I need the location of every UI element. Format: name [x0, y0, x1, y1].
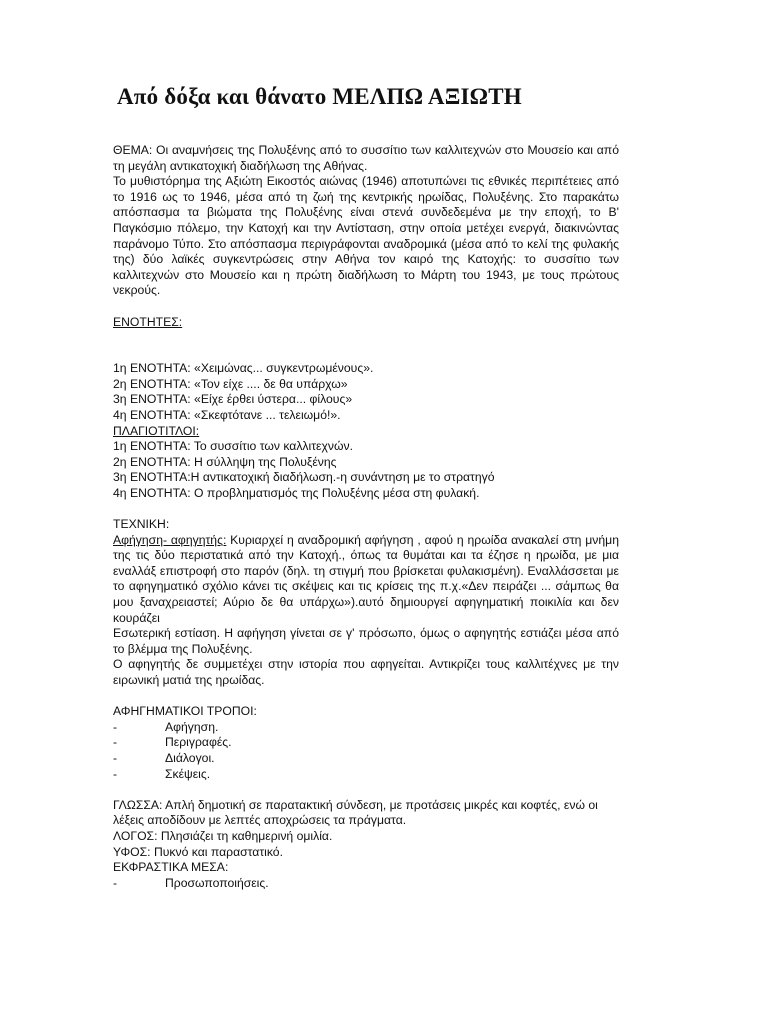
ekfrastika-heading: ΕΚΦΡΑΣΤΙΚΑ ΜΕΣΑ:: [113, 860, 229, 875]
plagiotitlos-line: 4η ΕΝΟΤΗΤΑ: Ο προβληματισμός της Πολυξένης μέσα στη φυλακή.: [113, 485, 480, 500]
enotita-line: 4η ΕΝΟΤΗΤΑ: «Σκεφτότανε ... τελειωμό!».: [113, 407, 341, 422]
document-body: [113, 143, 619, 891]
yfos-line: ΥΦΟΣ: Πυκνό και παραστατικό.: [113, 844, 283, 859]
list-item-text: Αφήγηση.: [165, 719, 219, 734]
enotita-line: 3η ΕΝΟΤΗΤΑ: «Είχε έρθει ύστερα... φίλους»: [113, 392, 353, 407]
list-item-text: Περιγραφές.: [165, 735, 232, 750]
list-item: [113, 767, 619, 783]
intro-paragraph: Το μυθιστόρημα της Αξιώτη Εικοστός αιώνας (1946) αποτυπώνει τις εθνικές περιπέτειες από το 1916 ως το 1946, μέσα από τη ζωή της κεντρικής ηρωίδας, Πολυξένης. Στο παρακάτω απόσπασμα τα βιώματα της Πολυξένης είναι στενά συνδεδεμένα με την εποχή, το Β' Παγκόσμιο πόλεμο, την Κατοχή και την Αντίσταση, στην οποία μετέχει ενεργά, διακινώντας παράνομο Τύπο. Στο απόσπασμα περιγράφονται αναδρομικά (μέσα από το κελί της φυλακής της) δύο λαϊκές συγκεντρώσεις στην Αθήνα τον καιρό της Κατοχής: το συσσίτιο των καλλιτεχνών στο Μουσείο και η πρώτη διαδήλωση το Μάρτη του 1943, με τους πρώτους νεκρούς.: [113, 174, 619, 298]
list-item-text: Διάλογοι.: [165, 750, 215, 765]
enotita-line: 1η ΕΝΟΤΗΤΑ: «Χειμώνας... συγκεντρωμένους».: [113, 361, 374, 376]
estiasi-paragraph: Εσωτερική εστίαση. Η αφήγηση γίνεται σε γ' πρόσωπο, όμως ο αφηγητής εστιάζει μέσα από το βλέμμα της Πολυξένης.: [113, 626, 619, 656]
list-item-text: Σκέψεις.: [165, 766, 211, 781]
enotita-line: 2η ΕΝΟΤΗΤΑ: «Τον είχε .... δε θα υπάρχω»: [113, 376, 348, 391]
bullet-marker: -: [113, 719, 118, 734]
afigisi-label: Αφήγηση- αφηγητής:: [113, 532, 227, 547]
afigisi-paragraph: [113, 533, 619, 627]
plagiotitloi-heading: ΠΛΑΓΙΟΤΙΤΛΟΙ:: [113, 423, 200, 438]
logos-line: ΛΟΓΟΣ: Πλησιάζει τη καθημερινή ομιλία.: [113, 828, 333, 843]
glossa-paragraph: ΓΛΩΣΣΑ: Απλή δημοτική σε παρατακτική σύνδεση, με προτάσεις μικρές και κοφτές, ενώ οι λέξεις αποδίδουν με λεπτές αποχρώσεις τα πράγματα.: [113, 797, 598, 828]
tropoi-heading: ΑΦΗΓΗΜΑΤΙΚΟΙ ΤΡΟΠΟΙ:: [113, 704, 257, 719]
bullet-marker: -: [113, 875, 118, 890]
bullet-marker: -: [113, 766, 118, 781]
bullet-marker: -: [113, 735, 118, 750]
plagiotitlos-line: 2η ΕΝΟΤΗΤΑ: Η σύλληψη της Πολυξένης: [113, 454, 337, 469]
afigisi-text: Κυριαρχεί η αναδρομική αφήγηση , αφού η ηρωίδα ανακαλεί στη μνήμη της τις δύο περιστατικά από την Κατοχή., όπως τα θυμάται και τα έζησε η ηρωίδα, με μια εναλλάξ επιστροφή στο παρόν (δηλ. τη στιγμή που βρίσκεται φυλακισμένη). Εναλλάσσεται με το αφηγηματικό σχόλιο κάνει τις σκέψεις και τις κρίσεις της π.χ.«Δεν πειράζει ... σάμπως θα μου ξαναχρειαστεί; Αύριο δε θα υπάρχω»).αυτό δημιουργεί αφηγηματική ποικιλία και δεν κουράζει: [113, 532, 619, 625]
bullet-marker: -: [113, 750, 118, 765]
list-item: [113, 751, 619, 767]
plagiotitlos-line: 1η ΕΝΟΤΗΤΑ: Το συσσίτιο των καλλιτεχνών.: [113, 439, 353, 454]
list-item-text: Προσωποποιήσεις.: [165, 875, 269, 890]
list-item: [113, 720, 619, 736]
plagiotitlos-line: 3η ΕΝΟΤΗΤΑ:Η αντικατοχική διαδήλωση.-η συνάντηση με το στρατηγό: [113, 470, 495, 485]
document-title: Από δόξα και θάνατο ΜΕΛΠΩ ΑΞΙΩΤΗ: [117, 84, 522, 109]
afigitis-paragraph: Ο αφηγητής δε συμμετέχει στην ιστορία που αφηγείται. Αντικρίζει τους καλλιτέχνες με την ειρωνική ματιά της ηρωίδας.: [113, 657, 619, 687]
enotites-heading: ΕΝΟΤΗΤΕΣ:: [113, 314, 183, 329]
list-item: [113, 876, 619, 892]
thema-paragraph: ΘΕΜΑ: Οι αναμνήσεις της Πολυξένης από το συσσίτιο των καλλιτεχνών στο Μουσείο και από τη μεγάλη αντικατοχική διαδήλωση της Αθήνας.: [113, 143, 619, 173]
list-item: [113, 735, 619, 751]
techniki-heading: ΤΕΧΝΙΚΗ:: [113, 517, 170, 532]
